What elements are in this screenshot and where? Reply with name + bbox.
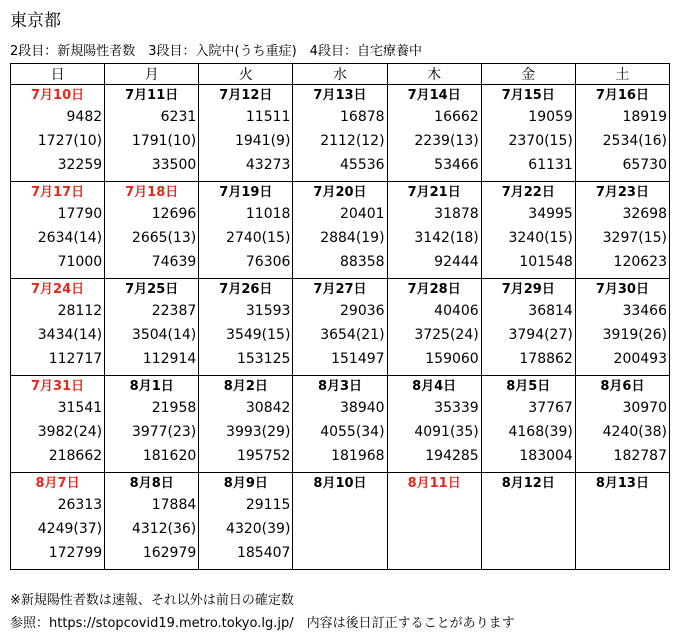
home-recovery-count: 172799 (48, 545, 103, 561)
hospitalized-count: 3919(26) (602, 327, 667, 343)
date-label: 7月10日 (31, 88, 85, 103)
new-positive-count: 32698 (622, 206, 667, 222)
home-recovery-count: 74639 (151, 254, 197, 270)
hospitalized-count: 3240(15) (508, 230, 573, 246)
home-recovery-count: 43273 (245, 157, 291, 173)
weekday-header-row (11, 64, 670, 85)
day-cell (105, 85, 199, 182)
new-positive-count: 29036 (340, 303, 385, 319)
day-cell (481, 376, 575, 473)
day-cell (575, 85, 669, 182)
home-recovery-count: 162979 (142, 545, 197, 561)
hospitalized-count: 3549(15) (226, 327, 291, 343)
date-label: 8月1日 (129, 379, 174, 394)
home-recovery-count: 71000 (57, 254, 103, 270)
hospitalized-count: 4249(37) (37, 521, 103, 537)
home-recovery-count: 195752 (236, 448, 291, 464)
date-label: 8月4日 (412, 379, 457, 394)
date-label: 7月21日 (407, 185, 461, 200)
week-row (11, 376, 670, 473)
home-recovery-count: 182787 (613, 448, 667, 464)
date-label: 7月11日 (125, 88, 179, 103)
hospitalized-count: 2370(15) (508, 133, 573, 149)
hospitalized-count: 3993(29) (226, 424, 291, 440)
date-label: 8月11日 (407, 476, 461, 491)
hospitalized-count: 3142(18) (414, 230, 479, 246)
home-recovery-count: 194285 (425, 448, 479, 464)
hospitalized-count: 3654(21) (320, 327, 385, 343)
hospitalized-count: 4312(36) (131, 521, 197, 537)
new-positive-count: 21958 (151, 400, 197, 416)
weekday-mon: 月 (105, 64, 199, 85)
home-recovery-count: 112717 (48, 351, 103, 367)
date-label: 8月9日 (223, 476, 268, 491)
day-cell (11, 279, 105, 376)
home-recovery-count: 92444 (434, 254, 479, 270)
home-recovery-count: 200493 (613, 351, 667, 367)
date-label: 7月19日 (219, 185, 273, 200)
day-cell (575, 279, 669, 376)
day-cell (11, 85, 105, 182)
new-positive-count: 30970 (622, 400, 667, 416)
hospitalized-count: 4055(34) (320, 424, 385, 440)
day-cell (575, 182, 669, 279)
date-label: 8月2日 (223, 379, 268, 394)
day-cell (575, 473, 669, 570)
week-row (11, 182, 670, 279)
date-label: 7月16日 (595, 88, 649, 103)
date-label: 7月28日 (407, 282, 461, 297)
home-recovery-count: 65730 (622, 157, 667, 173)
hospitalized-count: 2634(14) (37, 230, 103, 246)
new-positive-count: 11511 (245, 109, 291, 125)
weekday-sun: 日 (11, 64, 105, 85)
new-positive-count: 11018 (245, 206, 291, 222)
date-label: 7月13日 (313, 88, 367, 103)
date-label: 7月24日 (31, 282, 85, 297)
day-cell (11, 182, 105, 279)
hospitalized-count: 3794(27) (508, 327, 573, 343)
date-label: 7月22日 (501, 185, 555, 200)
new-positive-count: 19059 (528, 109, 573, 125)
new-positive-count: 18919 (622, 109, 667, 125)
day-cell (387, 376, 481, 473)
hospitalized-count: 3725(24) (414, 327, 479, 343)
home-recovery-count: 33500 (151, 157, 197, 173)
date-label: 8月13日 (595, 476, 649, 491)
date-label: 7月14日 (407, 88, 461, 103)
hospitalized-count: 2740(15) (226, 230, 291, 246)
home-recovery-count: 76306 (245, 254, 291, 270)
home-recovery-count: 101548 (519, 254, 573, 270)
row-legend: 2段目：新規陽性者数 3段目：入院中(うち重症) 4段目：自宅療養中 (10, 44, 422, 59)
date-label: 8月10日 (313, 476, 367, 491)
new-positive-count: 38940 (340, 400, 385, 416)
new-positive-count: 37767 (528, 400, 573, 416)
home-recovery-count: 178862 (519, 351, 573, 367)
date-label: 7月29日 (501, 282, 555, 297)
date-label: 7月18日 (125, 185, 179, 200)
home-recovery-count: 45536 (340, 157, 385, 173)
new-positive-count: 40406 (434, 303, 479, 319)
weekday-thu: 木 (387, 64, 481, 85)
day-cell (575, 376, 669, 473)
day-cell (199, 376, 293, 473)
hospitalized-count: 3434(14) (37, 327, 103, 343)
date-label: 7月26日 (219, 282, 273, 297)
day-cell (105, 473, 199, 570)
day-cell (11, 376, 105, 473)
home-recovery-count: 153125 (236, 351, 291, 367)
day-cell (293, 473, 387, 570)
date-label: 8月5日 (506, 379, 551, 394)
new-positive-count: 34995 (528, 206, 573, 222)
home-recovery-count: 181620 (142, 448, 197, 464)
new-positive-count: 29115 (245, 497, 291, 513)
hospitalized-count: 2239(13) (414, 133, 479, 149)
new-positive-count: 28112 (57, 303, 103, 319)
new-positive-count: 31593 (245, 303, 291, 319)
new-positive-count: 35339 (434, 400, 479, 416)
calendar-body (11, 85, 670, 570)
day-cell (105, 182, 199, 279)
new-positive-count: 22387 (151, 303, 197, 319)
hospitalized-count: 3297(15) (602, 230, 667, 246)
hospitalized-count: 2112(12) (320, 133, 385, 149)
calendar-table (10, 63, 670, 570)
day-cell (481, 182, 575, 279)
day-cell (11, 473, 105, 570)
date-label: 8月3日 (317, 379, 363, 394)
hospitalized-count: 4240(38) (602, 424, 667, 440)
day-cell (105, 376, 199, 473)
weekday-sat: 土 (575, 64, 669, 85)
home-recovery-count: 53466 (434, 157, 479, 173)
date-label: 7月20日 (313, 185, 367, 200)
day-cell (387, 473, 481, 570)
new-positive-count: 16662 (434, 109, 479, 125)
new-positive-count: 33466 (622, 303, 667, 319)
date-label: 7月25日 (125, 282, 179, 297)
footnote: ※新規陽性者数は速報、それ以外は前日の確定数 (10, 593, 294, 608)
new-positive-count: 31878 (434, 206, 479, 222)
home-recovery-count: 185407 (236, 545, 291, 561)
page-title: 東京都 (10, 11, 61, 31)
hospitalized-count: 3982(24) (37, 424, 103, 440)
home-recovery-count: 120623 (613, 254, 667, 270)
date-label: 7月12日 (219, 88, 273, 103)
weekday-wed: 水 (293, 64, 387, 85)
home-recovery-count: 112914 (142, 351, 197, 367)
hospitalized-count: 2534(16) (602, 133, 667, 149)
home-recovery-count: 159060 (425, 351, 479, 367)
hospitalized-count: 1941(9) (234, 133, 291, 149)
new-positive-count: 36814 (528, 303, 573, 319)
date-label: 8月8日 (129, 476, 174, 491)
new-positive-count: 12696 (151, 206, 197, 222)
hospitalized-count: 2884(19) (320, 230, 385, 246)
home-recovery-count: 88358 (340, 254, 385, 270)
day-cell (293, 376, 387, 473)
weekday-fri: 金 (481, 64, 575, 85)
date-label: 8月12日 (501, 476, 555, 491)
week-row (11, 473, 670, 570)
new-positive-count: 31541 (57, 400, 103, 416)
day-cell (199, 182, 293, 279)
new-positive-count: 9482 (66, 109, 103, 125)
home-recovery-count: 151497 (331, 351, 385, 367)
day-cell (387, 279, 481, 376)
day-cell (293, 182, 387, 279)
new-positive-count: 17884 (151, 497, 197, 513)
date-label: 8月7日 (35, 476, 80, 491)
day-cell (481, 279, 575, 376)
week-row (11, 85, 670, 182)
day-cell (199, 473, 293, 570)
home-recovery-count: 32259 (57, 157, 103, 173)
date-label: 7月27日 (313, 282, 367, 297)
new-positive-count: 26313 (57, 497, 103, 513)
new-positive-count: 20401 (340, 206, 385, 222)
new-positive-count: 30842 (245, 400, 291, 416)
day-cell (293, 85, 387, 182)
day-cell (293, 279, 387, 376)
hospitalized-count: 4168(39) (508, 424, 573, 440)
day-cell (481, 473, 575, 570)
date-label: 7月23日 (595, 185, 649, 200)
date-label: 7月30日 (595, 282, 649, 297)
week-row (11, 279, 670, 376)
home-recovery-count: 61131 (528, 157, 573, 173)
day-cell (105, 279, 199, 376)
date-label: 7月15日 (501, 88, 555, 103)
day-cell (481, 85, 575, 182)
hospitalized-count: 2665(13) (131, 230, 197, 246)
hospitalized-count: 1727(10) (37, 133, 103, 149)
day-cell (199, 85, 293, 182)
date-label: 7月17日 (31, 185, 85, 200)
hospitalized-count: 3504(14) (131, 327, 197, 343)
new-positive-count: 6231 (160, 109, 197, 125)
home-recovery-count: 218662 (48, 448, 103, 464)
day-cell (387, 182, 481, 279)
hospitalized-count: 1791(10) (131, 133, 197, 149)
date-label: 8月6日 (600, 379, 645, 394)
day-cell (387, 85, 481, 182)
home-recovery-count: 181968 (331, 448, 385, 464)
new-positive-count: 16878 (340, 109, 385, 125)
hospitalized-count: 3977(23) (131, 424, 197, 440)
hospitalized-count: 4320(39) (226, 521, 291, 537)
day-cell (199, 279, 293, 376)
new-positive-count: 17790 (57, 206, 103, 222)
source-note: 参照：https://stopcovid19.metro.tokyo.lg.jp/ 内容は後日訂正することがあります (10, 616, 515, 631)
home-recovery-count: 183004 (519, 448, 573, 464)
weekday-tue: 火 (199, 64, 293, 85)
date-label: 7月31日 (31, 379, 85, 394)
hospitalized-count: 4091(35) (414, 424, 479, 440)
